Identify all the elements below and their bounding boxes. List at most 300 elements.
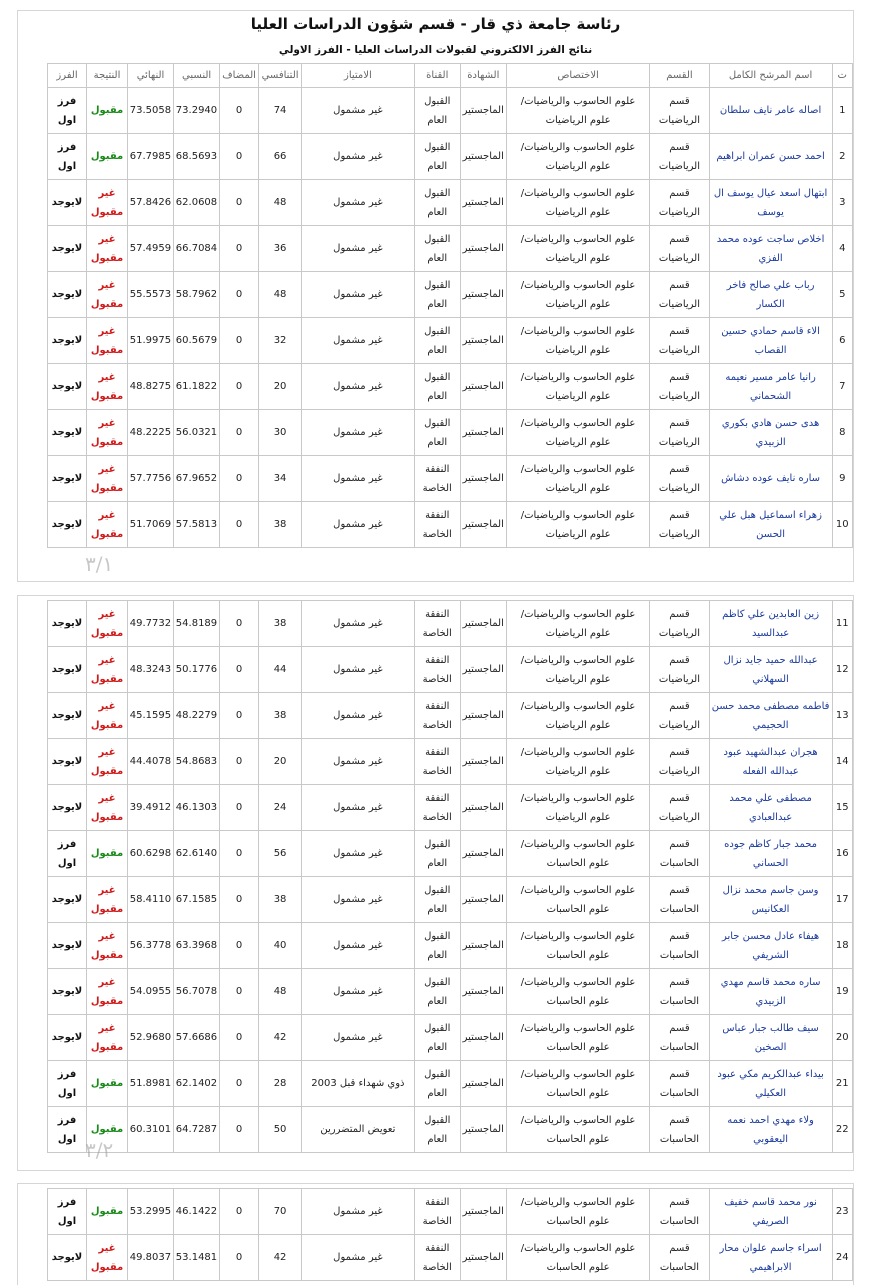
competitive-score: 48 bbox=[259, 969, 302, 1015]
table-row bbox=[48, 226, 853, 272]
relative-score: 50.1776 bbox=[174, 647, 220, 693]
row-number: 14 bbox=[832, 739, 852, 785]
row-number: 3 bbox=[832, 180, 852, 226]
table-row bbox=[48, 877, 853, 923]
table-row bbox=[48, 923, 853, 969]
result-status: غير مقبول bbox=[87, 693, 128, 739]
row-number: 1 bbox=[832, 88, 852, 134]
row-number: 7 bbox=[832, 364, 852, 410]
final-score: 51.9975 bbox=[128, 318, 174, 364]
row-number: 22 bbox=[832, 1107, 852, 1153]
sort-status: لايوجد bbox=[48, 923, 87, 969]
final-score: 57.8426 bbox=[128, 180, 174, 226]
department: قسم الرياضيات bbox=[650, 601, 709, 647]
degree: الماجستير bbox=[460, 785, 506, 831]
specialization: علوم الحاسوب والرياضيات/ علوم الحاسبات bbox=[506, 1061, 649, 1107]
privilege: غير مشمول bbox=[302, 456, 415, 502]
added-score: 0 bbox=[220, 1107, 259, 1153]
admission-channel: القبول العام bbox=[414, 364, 460, 410]
privilege: غير مشمول bbox=[302, 877, 415, 923]
degree: الماجستير bbox=[460, 923, 506, 969]
final-score: 57.7756 bbox=[128, 456, 174, 502]
competitive-score: 56 bbox=[259, 831, 302, 877]
competitive-score: 42 bbox=[259, 1235, 302, 1281]
col-header-added: المضاف bbox=[220, 64, 259, 88]
row-number: 17 bbox=[832, 877, 852, 923]
document-header bbox=[18, 11, 853, 63]
admission-channel: النفقة الخاصة bbox=[414, 693, 460, 739]
page-mark-1: ٣/١ bbox=[85, 552, 114, 576]
candidate-name: سيف طالب جبار عباس الصخين bbox=[709, 1015, 832, 1061]
specialization: علوم الحاسوب والرياضيات/ علوم الرياضيات bbox=[506, 180, 649, 226]
privilege: غير مشمول bbox=[302, 134, 415, 180]
relative-score: 68.5693 bbox=[174, 134, 220, 180]
result-status: غير مقبول bbox=[87, 272, 128, 318]
degree: الماجستير bbox=[460, 272, 506, 318]
added-score: 0 bbox=[220, 785, 259, 831]
added-score: 0 bbox=[220, 318, 259, 364]
sort-status: فرز اول bbox=[48, 1189, 87, 1235]
result-status: غير مقبول bbox=[87, 364, 128, 410]
row-number: 20 bbox=[832, 1015, 852, 1061]
document-title: رئاسة جامعة ذي قار - قسم شؤون الدراسات العليا bbox=[250, 15, 621, 33]
added-score: 0 bbox=[220, 502, 259, 548]
candidate-name: هيفاء عادل محسن جابر الشريفي bbox=[709, 923, 832, 969]
department: قسم الرياضيات bbox=[650, 739, 709, 785]
department: قسم الرياضيات bbox=[650, 785, 709, 831]
added-score: 0 bbox=[220, 180, 259, 226]
specialization: علوم الحاسوب والرياضيات/ علوم الحاسبات bbox=[506, 923, 649, 969]
added-score: 0 bbox=[220, 1235, 259, 1281]
admission-channel: النفقة الخاصة bbox=[414, 785, 460, 831]
row-number: 4 bbox=[832, 226, 852, 272]
result-status: غير مقبول bbox=[87, 739, 128, 785]
specialization: علوم الحاسوب والرياضيات/ علوم الحاسبات bbox=[506, 1015, 649, 1061]
candidate-name: رانيا عامر مسير نعيمه الشحماني bbox=[709, 364, 832, 410]
relative-score: 60.5679 bbox=[174, 318, 220, 364]
added-score: 0 bbox=[220, 877, 259, 923]
department: قسم الرياضيات bbox=[650, 272, 709, 318]
document-subtitle: نتائج الفرز الالكتروني لقبولات الدراسات العليا - الفرز الاولي bbox=[278, 44, 593, 56]
specialization: علوم الحاسوب والرياضيات/ علوم الحاسبات bbox=[506, 1107, 649, 1153]
specialization: علوم الحاسوب والرياضيات/ علوم الرياضيات bbox=[506, 739, 649, 785]
final-score: 51.8981 bbox=[128, 1061, 174, 1107]
privilege: غير مشمول bbox=[302, 831, 415, 877]
table-row bbox=[48, 456, 853, 502]
competitive-score: 28 bbox=[259, 1061, 302, 1107]
privilege: غير مشمول bbox=[302, 180, 415, 226]
final-score: 48.8275 bbox=[128, 364, 174, 410]
sort-status: لايوجد bbox=[48, 739, 87, 785]
table-row bbox=[48, 1189, 853, 1235]
relative-score: 73.2940 bbox=[174, 88, 220, 134]
result-status: مقبول bbox=[87, 1189, 128, 1235]
final-score: 56.3778 bbox=[128, 923, 174, 969]
competitive-score: 70 bbox=[259, 1189, 302, 1235]
col-header-relative: النسبي bbox=[174, 64, 220, 88]
sort-status: لايوجد bbox=[48, 456, 87, 502]
table-row bbox=[48, 502, 853, 548]
table-row bbox=[48, 785, 853, 831]
final-score: 52.9680 bbox=[128, 1015, 174, 1061]
competitive-score: 48 bbox=[259, 272, 302, 318]
sort-status: لايوجد bbox=[48, 180, 87, 226]
candidate-name: محمد جبار كاظم جوده الحساني bbox=[709, 831, 832, 877]
competitive-score: 36 bbox=[259, 226, 302, 272]
specialization: علوم الحاسوب والرياضيات/ علوم الحاسبات bbox=[506, 969, 649, 1015]
admission-channel: القبول العام bbox=[414, 831, 460, 877]
result-status: مقبول bbox=[87, 88, 128, 134]
privilege: غير مشمول bbox=[302, 318, 415, 364]
competitive-score: 66 bbox=[259, 134, 302, 180]
candidate-name: اسراء جاسم علوان محار الابراهيمي bbox=[709, 1235, 832, 1281]
admission-channel: القبول العام bbox=[414, 88, 460, 134]
col-header-privilege: الامتياز bbox=[302, 64, 415, 88]
results-table-1 bbox=[47, 63, 853, 548]
final-score: 60.3101 bbox=[128, 1107, 174, 1153]
col-header-dept: القسم bbox=[650, 64, 709, 88]
degree: الماجستير bbox=[460, 1235, 506, 1281]
result-status: غير مقبول bbox=[87, 180, 128, 226]
table-row bbox=[48, 969, 853, 1015]
specialization: علوم الحاسوب والرياضيات/ علوم الحاسبات bbox=[506, 877, 649, 923]
department: قسم الحاسبات bbox=[650, 969, 709, 1015]
admission-channel: النفقة الخاصة bbox=[414, 601, 460, 647]
degree: الماجستير bbox=[460, 1061, 506, 1107]
specialization: علوم الحاسوب والرياضيات/ علوم الرياضيات bbox=[506, 134, 649, 180]
final-score: 73.5058 bbox=[128, 88, 174, 134]
specialization: علوم الحاسوب والرياضيات/ علوم الرياضيات bbox=[506, 601, 649, 647]
competitive-score: 34 bbox=[259, 456, 302, 502]
degree: الماجستير bbox=[460, 180, 506, 226]
privilege: غير مشمول bbox=[302, 969, 415, 1015]
department: قسم الرياضيات bbox=[650, 318, 709, 364]
sort-status: فرز اول bbox=[48, 88, 87, 134]
col-header-competitive: التنافسي bbox=[259, 64, 302, 88]
competitive-score: 38 bbox=[259, 601, 302, 647]
sort-status: فرز اول bbox=[48, 1107, 87, 1153]
degree: الماجستير bbox=[460, 1015, 506, 1061]
table-row bbox=[48, 601, 853, 647]
candidate-name: ساره نايف عوده دشاش bbox=[709, 456, 832, 502]
row-number: 21 bbox=[832, 1061, 852, 1107]
privilege: غير مشمول bbox=[302, 226, 415, 272]
competitive-score: 44 bbox=[259, 647, 302, 693]
degree: الماجستير bbox=[460, 877, 506, 923]
degree: الماجستير bbox=[460, 88, 506, 134]
results-sheet-page-1 bbox=[17, 10, 854, 582]
department: قسم الحاسبات bbox=[650, 1061, 709, 1107]
row-number: 8 bbox=[832, 410, 852, 456]
added-score: 0 bbox=[220, 88, 259, 134]
privilege: غير مشمول bbox=[302, 410, 415, 456]
sort-status: لايوجد bbox=[48, 877, 87, 923]
relative-score: 63.3968 bbox=[174, 923, 220, 969]
final-score: 58.4110 bbox=[128, 877, 174, 923]
added-score: 0 bbox=[220, 601, 259, 647]
result-status: غير مقبول bbox=[87, 969, 128, 1015]
department: قسم الرياضيات bbox=[650, 134, 709, 180]
admission-channel: القبول العام bbox=[414, 1061, 460, 1107]
relative-score: 67.1585 bbox=[174, 877, 220, 923]
department: قسم الرياضيات bbox=[650, 226, 709, 272]
result-status: غير مقبول bbox=[87, 647, 128, 693]
added-score: 0 bbox=[220, 226, 259, 272]
specialization: علوم الحاسوب والرياضيات/ علوم الرياضيات bbox=[506, 410, 649, 456]
table-row bbox=[48, 88, 853, 134]
candidate-name: زين العابدين علي كاظم عبدالسيد bbox=[709, 601, 832, 647]
candidate-name: مصطفى علي محمد عبدالعبادي bbox=[709, 785, 832, 831]
relative-score: 57.5813 bbox=[174, 502, 220, 548]
table-row bbox=[48, 272, 853, 318]
relative-score: 58.7962 bbox=[174, 272, 220, 318]
result-status: غير مقبول bbox=[87, 877, 128, 923]
table-row bbox=[48, 134, 853, 180]
candidate-name: هدى حسن هادي بكوري الزبيدي bbox=[709, 410, 832, 456]
specialization: علوم الحاسوب والرياضيات/ علوم الرياضيات bbox=[506, 318, 649, 364]
specialization: علوم الحاسوب والرياضيات/ علوم الرياضيات bbox=[506, 88, 649, 134]
result-status: غير مقبول bbox=[87, 1235, 128, 1281]
sort-status: لايوجد bbox=[48, 318, 87, 364]
table-row bbox=[48, 410, 853, 456]
relative-score: 62.0608 bbox=[174, 180, 220, 226]
admission-channel: القبول العام bbox=[414, 969, 460, 1015]
row-number: 23 bbox=[832, 1189, 852, 1235]
privilege: ذوي شهداء قبل 2003 bbox=[302, 1061, 415, 1107]
competitive-score: 20 bbox=[259, 739, 302, 785]
degree: الماجستير bbox=[460, 1107, 506, 1153]
privilege: غير مشمول bbox=[302, 693, 415, 739]
admission-channel: النفقة الخاصة bbox=[414, 456, 460, 502]
sort-status: لايوجد bbox=[48, 502, 87, 548]
department: قسم الحاسبات bbox=[650, 1235, 709, 1281]
admission-channel: القبول العام bbox=[414, 923, 460, 969]
final-score: 51.7069 bbox=[128, 502, 174, 548]
degree: الماجستير bbox=[460, 502, 506, 548]
privilege: غير مشمول bbox=[302, 923, 415, 969]
final-score: 67.7985 bbox=[128, 134, 174, 180]
department: قسم الرياضيات bbox=[650, 88, 709, 134]
relative-score: 64.7287 bbox=[174, 1107, 220, 1153]
specialization: علوم الحاسوب والرياضيات/ علوم الرياضيات bbox=[506, 502, 649, 548]
department: قسم الرياضيات bbox=[650, 180, 709, 226]
result-status: غير مقبول bbox=[87, 502, 128, 548]
result-status: غير مقبول bbox=[87, 456, 128, 502]
admission-channel: القبول العام bbox=[414, 272, 460, 318]
sort-status: لايوجد bbox=[48, 969, 87, 1015]
final-score: 57.4959 bbox=[128, 226, 174, 272]
row-number: 11 bbox=[832, 601, 852, 647]
privilege: غير مشمول bbox=[302, 364, 415, 410]
relative-score: 66.7084 bbox=[174, 226, 220, 272]
results-sheet-page-3 bbox=[17, 1183, 854, 1285]
candidate-name: اصاله عامر نايف سلطان bbox=[709, 88, 832, 134]
degree: الماجستير bbox=[460, 693, 506, 739]
table-row bbox=[48, 364, 853, 410]
department: قسم الرياضيات bbox=[650, 693, 709, 739]
degree: الماجستير bbox=[460, 456, 506, 502]
added-score: 0 bbox=[220, 739, 259, 785]
degree: الماجستير bbox=[460, 969, 506, 1015]
table-row bbox=[48, 1235, 853, 1281]
added-score: 0 bbox=[220, 1189, 259, 1235]
row-number: 5 bbox=[832, 272, 852, 318]
department: قسم الحاسبات bbox=[650, 1189, 709, 1235]
specialization: علوم الحاسوب والرياضيات/ علوم الرياضيات bbox=[506, 693, 649, 739]
final-score: 49.7732 bbox=[128, 601, 174, 647]
added-score: 0 bbox=[220, 1061, 259, 1107]
admission-channel: القبول العام bbox=[414, 410, 460, 456]
privilege: غير مشمول bbox=[302, 88, 415, 134]
degree: الماجستير bbox=[460, 410, 506, 456]
admission-channel: النفقة الخاصة bbox=[414, 739, 460, 785]
col-header-channel: القناة bbox=[414, 64, 460, 88]
result-status: مقبول bbox=[87, 1061, 128, 1107]
added-score: 0 bbox=[220, 364, 259, 410]
added-score: 0 bbox=[220, 647, 259, 693]
sort-status: فرز اول bbox=[48, 1061, 87, 1107]
table-row bbox=[48, 647, 853, 693]
admission-channel: القبول العام bbox=[414, 226, 460, 272]
degree: الماجستير bbox=[460, 831, 506, 877]
sort-status: لايوجد bbox=[48, 226, 87, 272]
relative-score: 62.1402 bbox=[174, 1061, 220, 1107]
table-row bbox=[48, 1107, 853, 1153]
candidate-name: احمد حسن عمران ابراهيم bbox=[709, 134, 832, 180]
department: قسم الرياضيات bbox=[650, 456, 709, 502]
result-status: غير مقبول bbox=[87, 226, 128, 272]
relative-score: 54.8189 bbox=[174, 601, 220, 647]
sort-status: لايوجد bbox=[48, 1235, 87, 1281]
final-score: 45.1595 bbox=[128, 693, 174, 739]
result-status: غير مقبول bbox=[87, 785, 128, 831]
final-score: 44.4078 bbox=[128, 739, 174, 785]
result-status: مقبول bbox=[87, 831, 128, 877]
row-number: 13 bbox=[832, 693, 852, 739]
privilege: غير مشمول bbox=[302, 1015, 415, 1061]
relative-score: 46.1303 bbox=[174, 785, 220, 831]
relative-score: 54.8683 bbox=[174, 739, 220, 785]
privilege: تعويض المتضررين bbox=[302, 1107, 415, 1153]
row-number: 18 bbox=[832, 923, 852, 969]
candidate-name: فاطمه مصطفى محمد حسن الحجيمي bbox=[709, 693, 832, 739]
specialization: علوم الحاسوب والرياضيات/ علوم الرياضيات bbox=[506, 272, 649, 318]
candidate-name: ساره محمد قاسم مهدي الزبيدي bbox=[709, 969, 832, 1015]
final-score: 53.2995 bbox=[128, 1189, 174, 1235]
results-table-2 bbox=[47, 600, 853, 1153]
table-row bbox=[48, 180, 853, 226]
col-header-name: اسم المرشح الكامل bbox=[709, 64, 832, 88]
relative-score: 56.0321 bbox=[174, 410, 220, 456]
competitive-score: 20 bbox=[259, 364, 302, 410]
department: قسم الحاسبات bbox=[650, 831, 709, 877]
col-header-final: النهائي bbox=[128, 64, 174, 88]
admission-channel: القبول العام bbox=[414, 134, 460, 180]
degree: الماجستير bbox=[460, 647, 506, 693]
privilege: غير مشمول bbox=[302, 272, 415, 318]
admission-channel: النفقة الخاصة bbox=[414, 1189, 460, 1235]
competitive-score: 38 bbox=[259, 502, 302, 548]
result-status: غير مقبول bbox=[87, 410, 128, 456]
candidate-name: ابتهال اسعد عيال يوسف ال يوسف bbox=[709, 180, 832, 226]
specialization: علوم الحاسوب والرياضيات/ علوم الرياضيات bbox=[506, 647, 649, 693]
specialization: علوم الحاسوب والرياضيات/ علوم الحاسبات bbox=[506, 1235, 649, 1281]
competitive-score: 50 bbox=[259, 1107, 302, 1153]
row-number: 2 bbox=[832, 134, 852, 180]
row-number: 9 bbox=[832, 456, 852, 502]
results-sheet-page-2 bbox=[17, 595, 854, 1171]
specialization: علوم الحاسوب والرياضيات/ علوم الحاسبات bbox=[506, 831, 649, 877]
privilege: غير مشمول bbox=[302, 1189, 415, 1235]
sort-status: لايوجد bbox=[48, 1015, 87, 1061]
relative-score: 53.1481 bbox=[174, 1235, 220, 1281]
added-score: 0 bbox=[220, 456, 259, 502]
candidate-name: نور محمد قاسم خفيف الصريفي bbox=[709, 1189, 832, 1235]
degree: الماجستير bbox=[460, 601, 506, 647]
sort-status: لايوجد bbox=[48, 410, 87, 456]
admission-channel: القبول العام bbox=[414, 1015, 460, 1061]
specialization: علوم الحاسوب والرياضيات/ علوم الرياضيات bbox=[506, 456, 649, 502]
relative-score: 48.2279 bbox=[174, 693, 220, 739]
department: قسم الحاسبات bbox=[650, 923, 709, 969]
sort-status: لايوجد bbox=[48, 272, 87, 318]
added-score: 0 bbox=[220, 134, 259, 180]
competitive-score: 38 bbox=[259, 877, 302, 923]
specialization: علوم الحاسوب والرياضيات/ علوم الرياضيات bbox=[506, 226, 649, 272]
results-table-3 bbox=[47, 1188, 853, 1281]
final-score: 48.3243 bbox=[128, 647, 174, 693]
degree: الماجستير bbox=[460, 1189, 506, 1235]
added-score: 0 bbox=[220, 410, 259, 456]
competitive-score: 74 bbox=[259, 88, 302, 134]
specialization: علوم الحاسوب والرياضيات/ علوم الحاسبات bbox=[506, 1189, 649, 1235]
admission-channel: النفقة الخاصة bbox=[414, 502, 460, 548]
privilege: غير مشمول bbox=[302, 739, 415, 785]
admission-channel: النفقة الخاصة bbox=[414, 1235, 460, 1281]
competitive-score: 24 bbox=[259, 785, 302, 831]
col-header-degree: الشهادة bbox=[460, 64, 506, 88]
table-row bbox=[48, 739, 853, 785]
final-score: 54.0955 bbox=[128, 969, 174, 1015]
final-score: 48.2225 bbox=[128, 410, 174, 456]
competitive-score: 40 bbox=[259, 923, 302, 969]
added-score: 0 bbox=[220, 272, 259, 318]
row-number: 16 bbox=[832, 831, 852, 877]
added-score: 0 bbox=[220, 693, 259, 739]
result-status: مقبول bbox=[87, 134, 128, 180]
final-score: 49.8037 bbox=[128, 1235, 174, 1281]
relative-score: 56.7078 bbox=[174, 969, 220, 1015]
department: قسم الرياضيات bbox=[650, 647, 709, 693]
department: قسم الرياضيات bbox=[650, 364, 709, 410]
admission-channel: القبول العام bbox=[414, 318, 460, 364]
department: قسم الحاسبات bbox=[650, 1107, 709, 1153]
added-score: 0 bbox=[220, 831, 259, 877]
privilege: غير مشمول bbox=[302, 785, 415, 831]
admission-channel: النفقة الخاصة bbox=[414, 647, 460, 693]
col-header-sort: الفرز bbox=[48, 64, 87, 88]
col-header-spec: الاختصاص bbox=[506, 64, 649, 88]
result-status: غير مقبول bbox=[87, 923, 128, 969]
sort-status: لايوجد bbox=[48, 647, 87, 693]
competitive-score: 38 bbox=[259, 693, 302, 739]
competitive-score: 30 bbox=[259, 410, 302, 456]
department: قسم الرياضيات bbox=[650, 410, 709, 456]
candidate-name: وسن جاسم محمد نزال العكانيس bbox=[709, 877, 832, 923]
row-number: 15 bbox=[832, 785, 852, 831]
privilege: غير مشمول bbox=[302, 1235, 415, 1281]
table-row bbox=[48, 318, 853, 364]
